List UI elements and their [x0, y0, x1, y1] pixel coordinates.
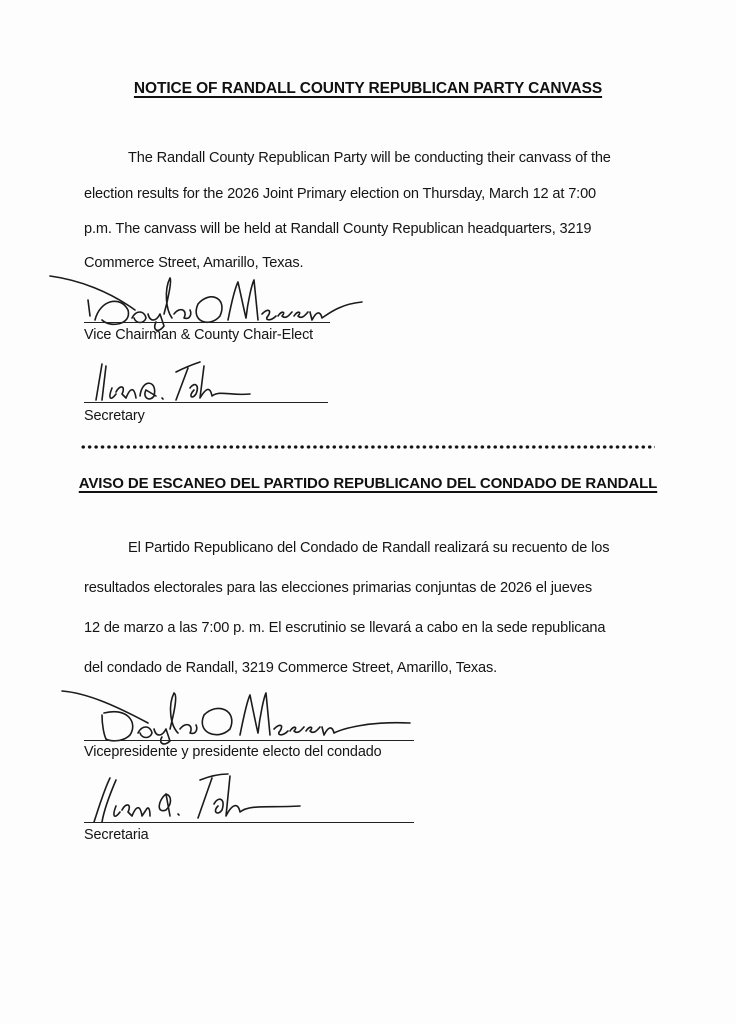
english-paragraph-line: election results for the 2026 Joint Primary election on Thursday, March 12 at 7:00 — [84, 186, 596, 202]
spanish-notice-title: AVISO DE ESCANEO DEL PARTIDO REPUBLICANO DEL CONDADO DE RANDALL — [78, 475, 658, 492]
vicepresidente-signature — [58, 685, 438, 745]
spanish-paragraph-line: 12 de marzo a las 7:00 p. m. El escrutinio se llevará a cabo en la sede republicana — [84, 620, 606, 636]
secretaria-title: Secretaria — [84, 827, 149, 843]
spanish-paragraph-line: resultados electorales para las elecciones primarias conjuntas de 2026 el jueves — [84, 580, 592, 596]
dotted-separator — [80, 444, 655, 450]
signature-line — [84, 740, 414, 741]
english-paragraph-line: The Randall County Republican Party will be conducting their canvass of the — [128, 150, 611, 166]
secretary-title: Secretary — [84, 408, 145, 424]
spanish-paragraph-line: El Partido Republicano del Condado de Randall realizará su recuento de los — [128, 540, 610, 556]
signature-line — [84, 402, 328, 403]
signature-line — [84, 822, 414, 823]
vice-chairman-title: Vice Chairman & County Chair-Elect — [84, 327, 314, 343]
signature-line — [84, 322, 330, 323]
secretaria-signature — [80, 770, 420, 830]
english-paragraph-line: Commerce Street, Amarillo, Texas. — [84, 255, 304, 271]
vicepresidente-title: Vicepresidente y presidente electo del condado — [84, 744, 382, 760]
spanish-paragraph-line: del condado de Randall, 3219 Commerce Street, Amarillo, Texas. — [84, 660, 498, 676]
english-paragraph-line: p.m. The canvass will be held at Randall County Republican headquarters, 3219 — [84, 221, 592, 237]
english-notice-title: NOTICE OF RANDALL COUNTY REPUBLICAN PARTY CANVASS — [133, 80, 603, 97]
secretary-signature — [80, 358, 340, 408]
